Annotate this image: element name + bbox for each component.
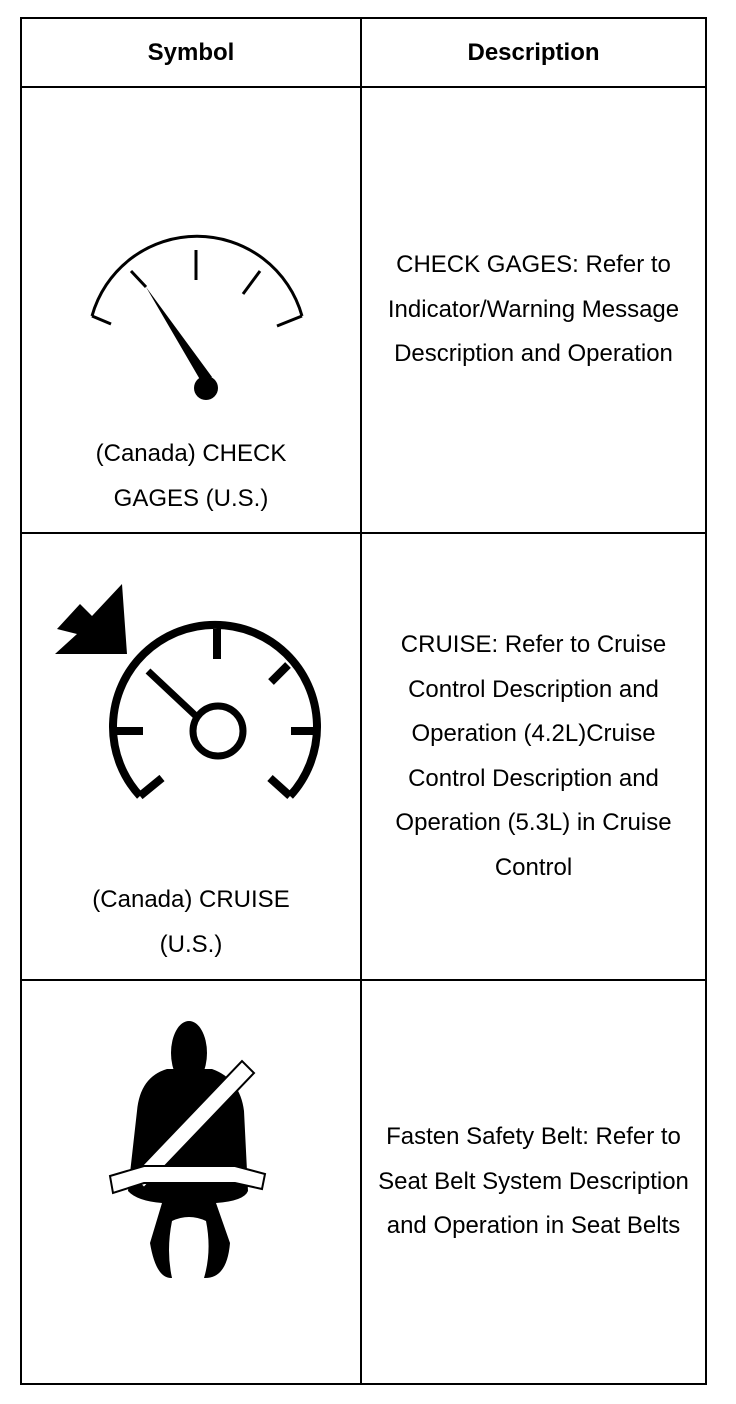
description-seat-belt [361,980,706,1384]
header-description: Description [361,18,706,87]
symbol-description-table [20,17,707,1385]
caption-cruise-line1: (Canada) CRUISE [92,886,290,913]
caption-check-gages-line2: GAGES (U.S.) [113,485,269,512]
cruise-control-icon [22,534,362,834]
description-text: CRUISE: Refer to Cruise Control Description and Operation (4.2L)Cruise Control Description and Operation (5.3L) in Cruise Control [395,631,672,881]
caption-cruise-line2: (U.S.) [159,931,223,958]
symbol-cell-cruise [21,533,361,980]
description-text: Fasten Safety Belt: Refer to Seat Belt System Description and Operation in Seat Belts [378,1123,689,1240]
caption-check-gages-line1: (Canada) CHECK [95,440,287,467]
symbol-cell-seat-belt [21,980,361,1384]
description-check-gages [361,87,706,533]
header-symbol: Symbol [21,18,361,87]
check-gages-gauge-icon [22,88,362,388]
symbol-cell-check-gages [21,87,361,533]
table-header-row [21,18,706,87]
description-cruise [361,533,706,980]
seat-belt-icon [22,981,362,1321]
table-row [21,980,706,1384]
table-row [21,87,706,533]
table-row [21,533,706,980]
description-text: CHECK GAGES: Refer to Indicator/Warning Message Description and Operation [387,251,680,368]
